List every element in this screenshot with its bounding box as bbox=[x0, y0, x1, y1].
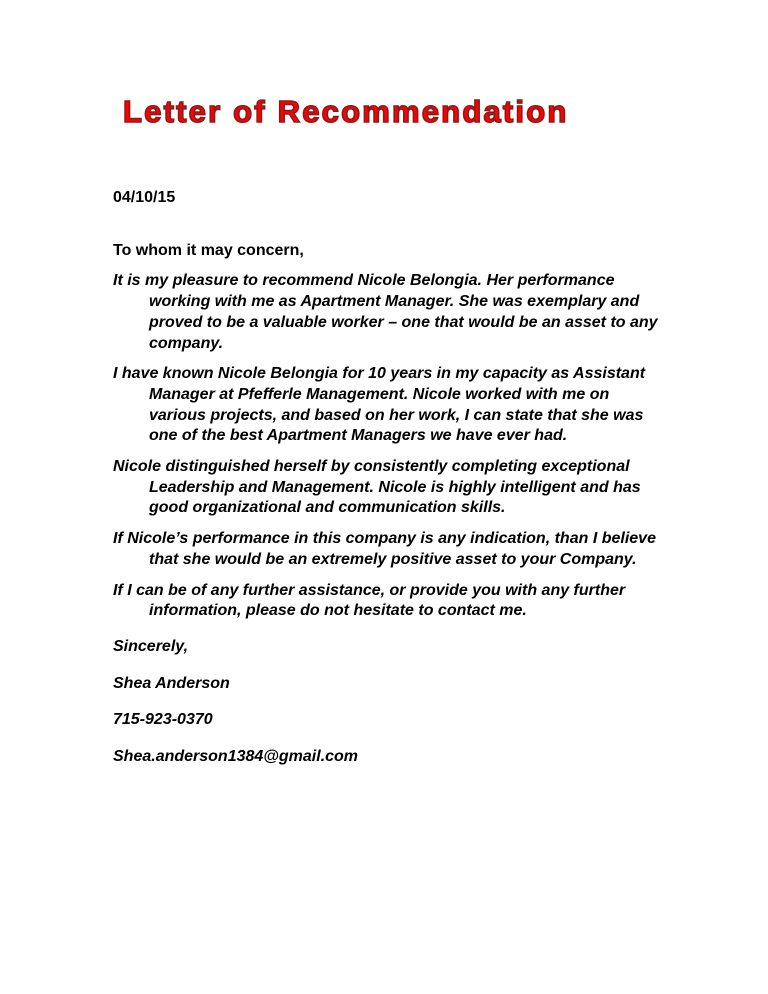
closing: Sincerely, bbox=[113, 637, 189, 655]
signer-email: Shea.anderson1384@gmail.com bbox=[113, 748, 359, 766]
signer-name: Shea Anderson bbox=[113, 674, 230, 692]
letter-body bbox=[113, 188, 658, 768]
salutation: To whom it may concern, bbox=[113, 241, 304, 259]
paragraph-performance: If Nicole’s performance in this company is any indication, than I believe that she would be an extremely positive asset to your Company. bbox=[113, 530, 656, 568]
paragraph-experience: I have known Nicole Belongia for 10 years in my capacity as Assistant Manager at Pfefferle Management. Nicole worked with me on various projects, and based on her work, I can state that she was one of the best Apartment Managers we have ever had. bbox=[113, 365, 646, 445]
letter-date: 04/10/15 bbox=[113, 189, 176, 206]
signer-phone: 715-923-0370 bbox=[113, 711, 213, 729]
paragraph-recommendation: It is my pleasure to recommend Nicole Belongia. Her performance working with me as Apartment Manager. She was exemplary and proved to be a valuable worker – one that would be an asset to any company. bbox=[113, 272, 658, 352]
letter-title: Letter of Recommendation bbox=[123, 94, 569, 129]
paragraph-qualities: Nicole distinguished herself by consistently completing exceptional Leadership and Management. Nicole is highly intelligent and has good organizational and communication skills. bbox=[113, 458, 641, 517]
paragraph-contact-offer: If I can be of any further assistance, or provide you with any further information, please do not hesitate to contact me. bbox=[113, 581, 626, 620]
